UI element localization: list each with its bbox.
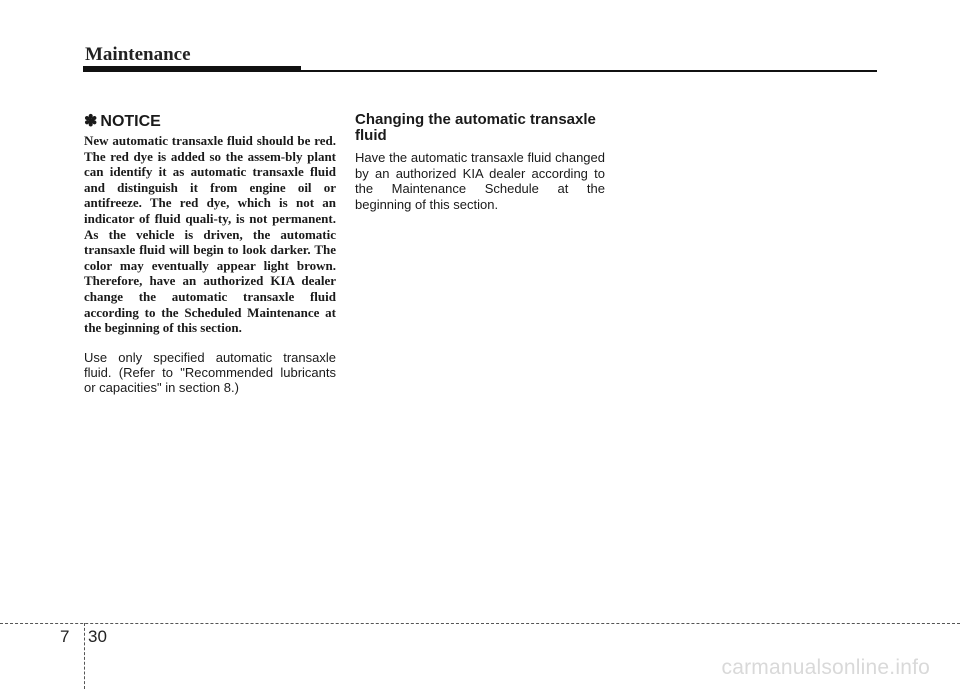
chapter-number: 7 [60,627,70,646]
footer-divider [0,623,960,624]
left-column [84,112,336,395]
notice-title-text: NOTICE [100,113,161,130]
section-title: Maintenance [85,44,191,65]
header-rule-thick [83,66,301,72]
notice-star-icon: ✽ [84,113,98,130]
header-rule-thin [301,70,877,72]
footer-vertical-divider [84,623,85,689]
right-column [355,112,605,212]
page-number: 30 [88,627,107,646]
notice-block [84,112,336,336]
watermark: carmanualsonline.info [721,656,930,679]
changing-fluid-heading: Changing the automatic transaxle fluid [355,111,596,144]
notice-title [84,112,336,131]
changing-fluid-body: Have the automatic transaxle fluid changed by an authorized KIA dealer according to the Maintenance Schedule at the beginning of this section. [355,150,605,212]
notice-body: New automatic transaxle fluid should be red. The red dye is added so the assem-bly plant can identify it as automatic transaxle fluid and distinguish it from engine oil or antifreeze. The red dye, which is not an indicator of fluid quali-ty, is not permanent. As the vehicle is driven, the automatic transaxle fluid will begin to look darker. The color may eventually appear light brown. Therefore, have an authorized KIA dealer change the automatic transaxle fluid according to the Scheduled Maintenance at the beginning of this section. [84,133,336,336]
fluid-spec-paragraph: Use only specified automatic transaxle fluid. (Refer to "Recommended lubricants or capacities" in section 8.) [84,349,336,395]
